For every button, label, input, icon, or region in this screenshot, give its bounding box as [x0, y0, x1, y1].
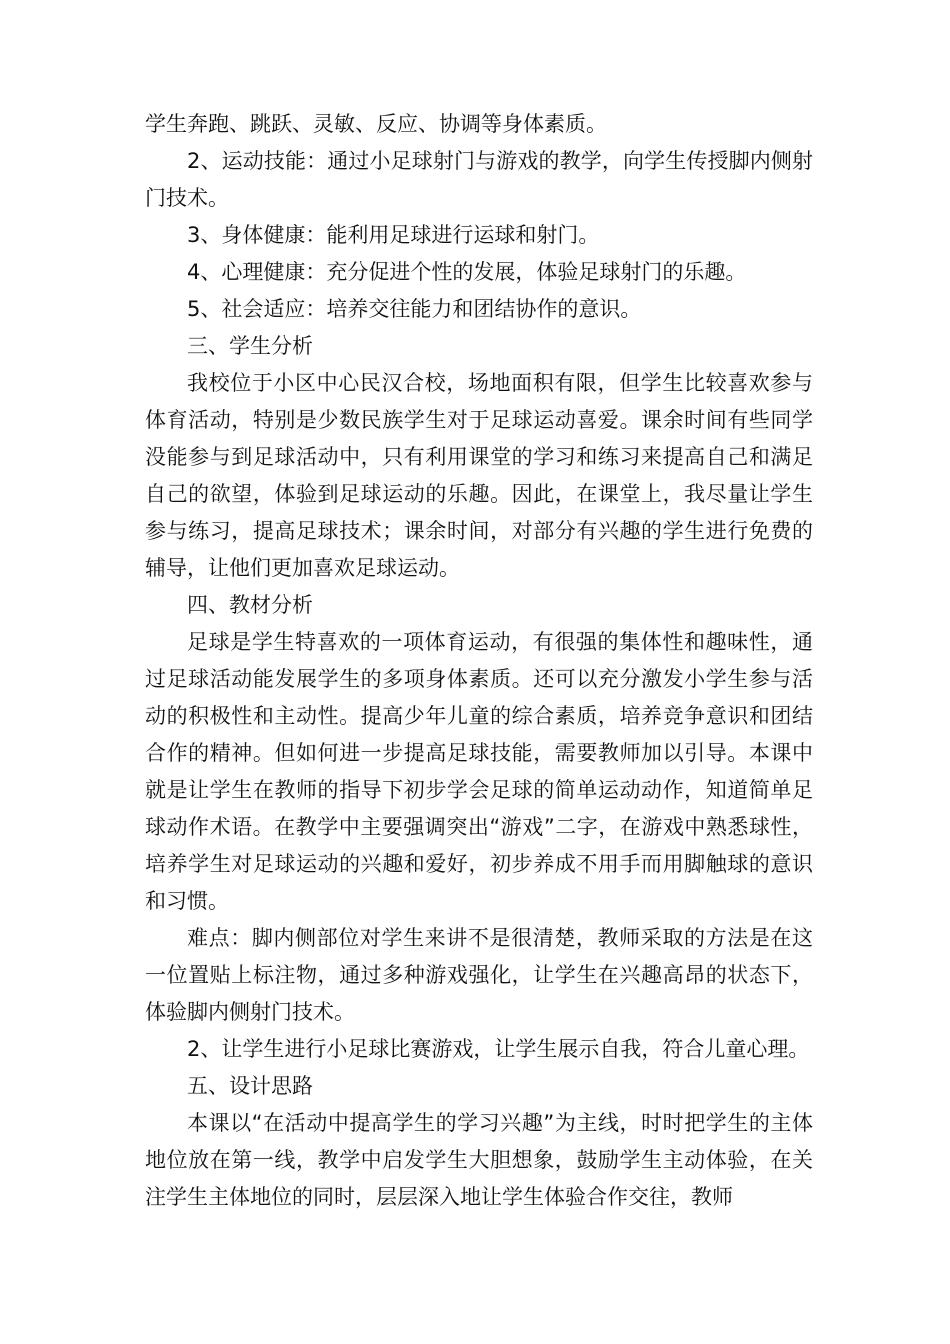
paragraph-physical-health: 3、身体健康：能利用足球进行运球和射门。 — [187, 223, 600, 247]
paragraph-student-analysis: 我校位于小区中心民汉合校，场地面积有限，但学生比较喜欢参与体育活动，特别是少数民族学生对于足球运动喜爱。课余时间有些同学没能参与到足球活动中，只有利用课堂的学习和练习来提高自己和满足自己的欲望，体验到足球运动的乐趣。因此，在课堂上，我尽量让学生参与练习，提高足球技术；课余时间，对部分有兴趣的学生进行免费的辅导，让他们更加喜欢足球运动。 — [145, 371, 813, 580]
document-body — [145, 106, 813, 1216]
paragraph-material-analysis: 足球是学生特喜欢的一项体育运动，有很强的集体性和趣味性，通过足球活动能发展学生的多项身体素质。还可以充分激发小学生参与活动的积极性和主动性。提高少年儿童的综合素质，培养竞争意识和团结合作的精神。但如何进一步提高足球技能，需要教师加以引导。本课中就是让学生在教师的指导下初步学会足球的简单运动动作，知道简单足球动作术语。在教学中主要强调突出“游戏”二字，在游戏中熟悉球性，培养学生对足球运动的兴趣和爱好，初步养成不用手而用脚触球的意识和习惯。 — [145, 630, 813, 913]
heading-material-analysis: 四、教材分析 — [187, 593, 313, 617]
paragraph-motor-skills: 2、运动技能：通过小足球射门与游戏的教学，向学生传授脚内侧射门技术。 — [145, 149, 813, 210]
paragraph-match-game: 2、让学生进行小足球比赛游戏，让学生展示自我，符合儿童心理。 — [187, 1037, 810, 1061]
paragraph-mental-health: 4、心理健康：充分促进个性的发展，体验足球射门的乐趣。 — [187, 260, 747, 284]
heading-student-analysis: 三、学生分析 — [187, 334, 313, 358]
heading-design-approach: 五、设计思路 — [187, 1074, 313, 1098]
paragraph-social-adaptation: 5、社会适应：培养交往能力和团结协作的意识。 — [187, 297, 642, 321]
paragraph-physical-qualities: 学生奔跑、跳跃、灵敏、反应、协调等身体素质。 — [145, 112, 607, 136]
paragraph-difficulty: 难点：脚内侧部位对学生来讲不是很清楚，教师采取的方法是在这一位置贴上标注物，通过多种游戏强化，让学生在兴趣高昂的状态下，体验脚内侧射门技术。 — [145, 926, 813, 1024]
paragraph-design-approach: 本课以“在活动中提高学生的学习兴趣”为主线，时时把学生的主体地位放在第一线，教学中启发学生大胆想象，鼓励学生主动体验，在关注学生主体地位的同时，层层深入地让学生体验合作交往，教师 — [145, 1111, 813, 1209]
